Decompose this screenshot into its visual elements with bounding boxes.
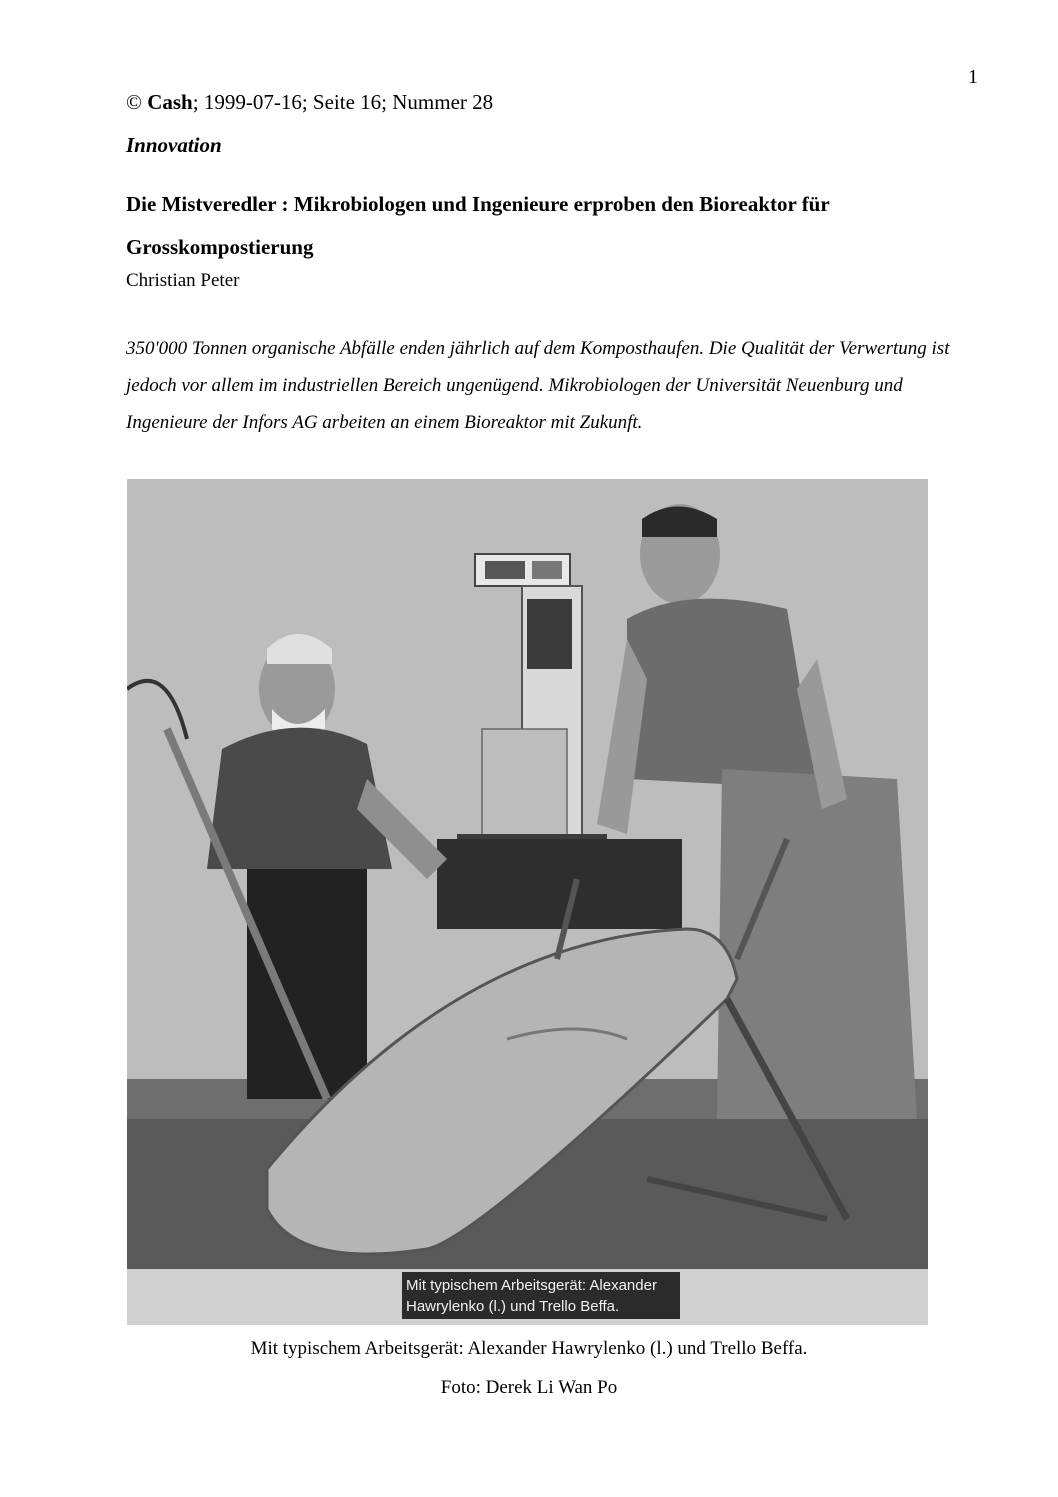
photo-caption-overlay	[402, 1272, 680, 1319]
lead-paragraph: 350'000 Tonnen organische Abfälle enden jährlich auf dem Komposthaufen. Die Qualität der Verwertung ist jedoch vor allem im industriellen Bereich ungenügend. Mikrobiologen der Universität Neuenburg und Ingenieure der Infors AG arbeiten an einem Bioreaktor mit Zukunft.	[126, 338, 950, 433]
overlay-line-1: Mit typischem Arbeitsgerät: Alexander	[406, 1277, 657, 1294]
article-photo	[127, 479, 928, 1325]
section-label: Innovation	[126, 133, 222, 157]
source-line	[126, 90, 493, 115]
page-number: 1	[968, 66, 978, 88]
overlay-line-2: Hawrylenko (l.) und Trello Beffa.	[406, 1298, 620, 1315]
headline: Die Mistveredler : Mikrobiologen und Ingenieure erproben den Bioreaktor für Grosskompostierung	[126, 192, 830, 259]
photo-credit: Foto: Derek Li Wan Po	[440, 1377, 618, 1398]
photo-illustration	[127, 479, 928, 1325]
publication-name: Cash	[147, 90, 193, 114]
photo-caption: Mit typischem Arbeitsgerät: Alexander Hawrylenko (l.) und Trello Beffa.	[250, 1338, 808, 1359]
copyright-symbol: ©	[126, 90, 142, 114]
author: Christian Peter	[126, 270, 240, 291]
source-details: ; 1999-07-16; Seite 16; Nummer 28	[192, 90, 494, 114]
